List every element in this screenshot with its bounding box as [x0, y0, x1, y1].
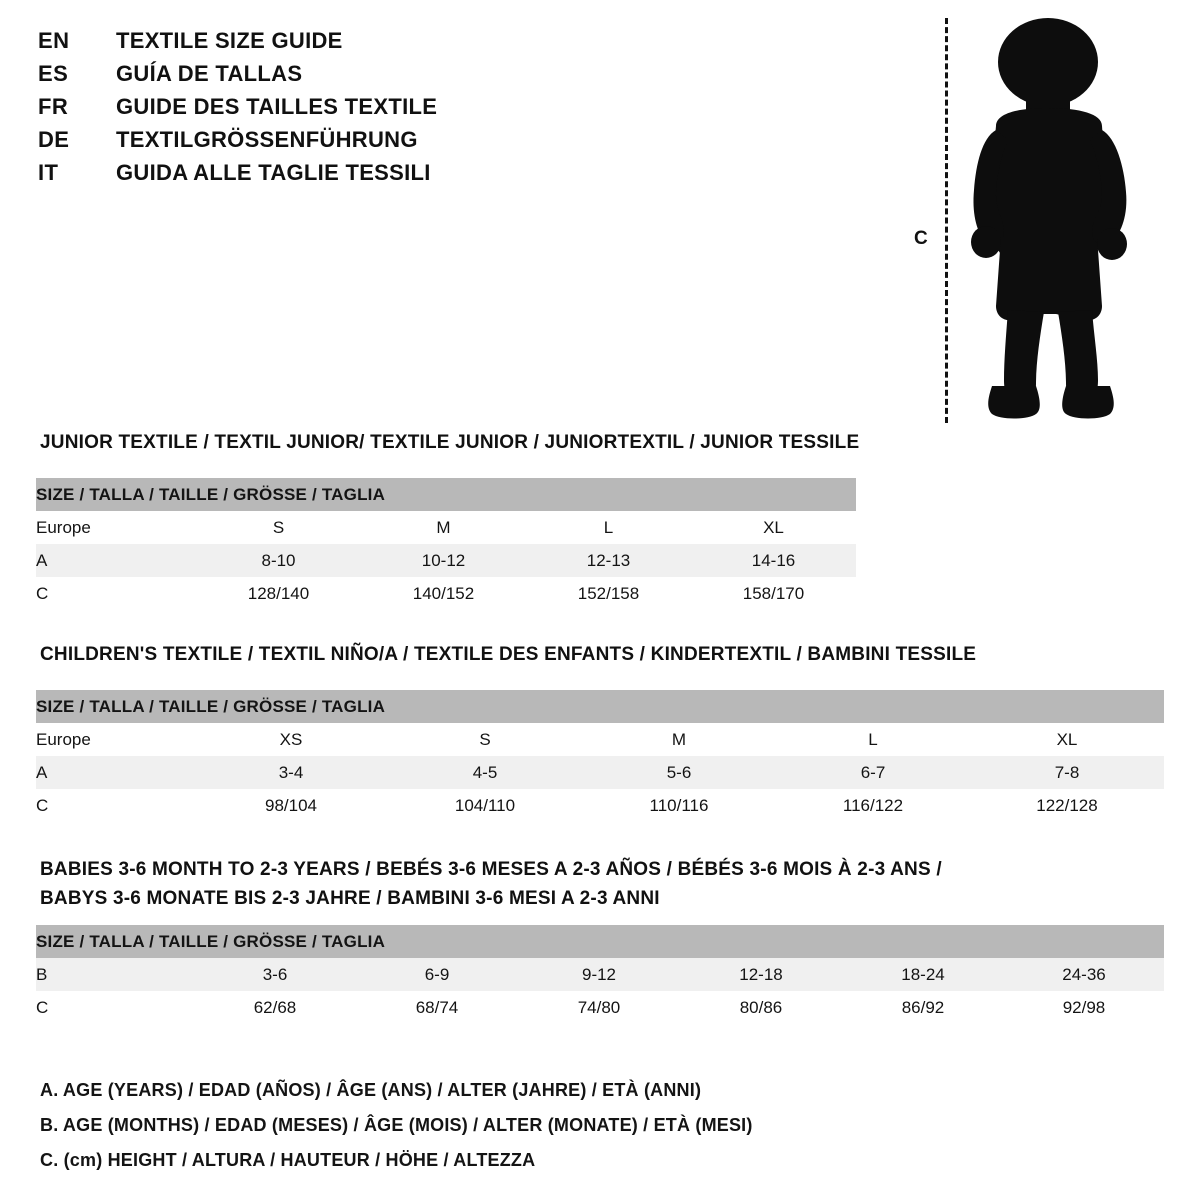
- table-cell: 92/98: [1004, 991, 1164, 1024]
- size-header-cell: L: [526, 511, 691, 544]
- junior-size-table: [36, 478, 856, 610]
- table-cell: 3-4: [194, 756, 388, 789]
- region-label: Europe: [36, 723, 194, 756]
- table-band-row: [36, 478, 856, 511]
- height-measure-label: C: [914, 228, 928, 249]
- section-heading-junior: JUNIOR TEXTILE / TEXTIL JUNIOR/ TEXTILE JUNIOR / JUNIORTEXTIL / JUNIOR TESSILE: [40, 432, 860, 453]
- table-cell: 116/122: [776, 789, 970, 822]
- table-cell: 152/158: [526, 577, 691, 610]
- table-cell: 8-10: [196, 544, 361, 577]
- table-cell: 74/80: [518, 991, 680, 1024]
- language-row: [38, 28, 658, 61]
- size-band-label: SIZE / TALLA / TAILLE / GRÖSSE / TAGLIA: [36, 925, 1164, 958]
- table-cell: 6-9: [356, 958, 518, 991]
- table-cell: 10-12: [361, 544, 526, 577]
- language-title: GUÍA DE TALLAS: [116, 61, 303, 86]
- table-row: [36, 958, 1164, 991]
- row-label: A: [36, 544, 196, 577]
- table-row: [36, 577, 856, 610]
- language-row: [38, 160, 658, 193]
- table-cell: 24-36: [1004, 958, 1164, 991]
- height-dashed-line: [945, 18, 948, 423]
- table-cell: 18-24: [842, 958, 1004, 991]
- table-row: [36, 991, 1164, 1024]
- note-age-years: A. AGE (YEARS) / EDAD (AÑOS) / ÂGE (ANS) / ALTER (JAHRE) / ETÀ (ANNI): [40, 1079, 702, 1100]
- table-cell: 4-5: [388, 756, 582, 789]
- size-header-cell: M: [361, 511, 526, 544]
- language-row: [38, 127, 658, 160]
- size-header-cell: XL: [970, 723, 1164, 756]
- table-cell: 6-7: [776, 756, 970, 789]
- table-cell: 68/74: [356, 991, 518, 1024]
- table-cell: 98/104: [194, 789, 388, 822]
- table-cell: 12-18: [680, 958, 842, 991]
- measurement-figure: [900, 10, 1180, 430]
- table-cell: 122/128: [970, 789, 1164, 822]
- language-title-block: [38, 28, 658, 193]
- size-header-cell: S: [196, 511, 361, 544]
- language-code: ES: [38, 61, 69, 86]
- table-cell: 12-13: [526, 544, 691, 577]
- row-label: C: [36, 577, 196, 610]
- size-header-cell: L: [776, 723, 970, 756]
- child-silhouette-icon: [952, 14, 1152, 424]
- table-cell: 80/86: [680, 991, 842, 1024]
- table-cell: 110/116: [582, 789, 776, 822]
- row-label: A: [36, 756, 194, 789]
- language-code: IT: [38, 160, 59, 185]
- table-band-row: [36, 690, 1164, 723]
- language-row: [38, 94, 658, 127]
- language-code: FR: [38, 94, 69, 119]
- legend-notes: [40, 1073, 1040, 1178]
- table-band-row: [36, 925, 1164, 958]
- table-cell: 14-16: [691, 544, 856, 577]
- size-header-cell: XS: [194, 723, 388, 756]
- row-label: C: [36, 991, 194, 1024]
- language-code: EN: [38, 28, 70, 53]
- language-title: TEXTILE SIZE GUIDE: [116, 28, 343, 53]
- table-cell: 9-12: [518, 958, 680, 991]
- language-row: [38, 61, 658, 94]
- table-cell: 62/68: [194, 991, 356, 1024]
- table-cell: 128/140: [196, 577, 361, 610]
- size-band-label: SIZE / TALLA / TAILLE / GRÖSSE / TAGLIA: [36, 690, 1164, 723]
- size-band-label: SIZE / TALLA / TAILLE / GRÖSSE / TAGLIA: [36, 478, 856, 511]
- row-label: B: [36, 958, 194, 991]
- size-header-cell: XL: [691, 511, 856, 544]
- row-label: C: [36, 789, 194, 822]
- table-cell: 5-6: [582, 756, 776, 789]
- note-height: C. (cm) HEIGHT / ALTURA / HAUTEUR / HÖHE / ALTEZZA: [40, 1149, 536, 1170]
- language-title: GUIDA ALLE TAGLIE TESSILI: [116, 160, 431, 185]
- babies-size-table: [36, 925, 1164, 1024]
- table-row: [36, 544, 856, 577]
- table-cell: 3-6: [194, 958, 356, 991]
- section-heading-children: CHILDREN'S TEXTILE / TEXTIL NIÑO/A / TEXTILE DES ENFANTS / KINDERTEXTIL / BAMBINI TESSILE: [40, 644, 977, 665]
- table-row: [36, 756, 1164, 789]
- note-age-months: B. AGE (MONTHS) / EDAD (MESES) / ÂGE (MOIS) / ALTER (MONATE) / ETÀ (MESI): [40, 1114, 753, 1135]
- size-header-cell: M: [582, 723, 776, 756]
- region-label: Europe: [36, 511, 196, 544]
- table-cell: 86/92: [842, 991, 1004, 1024]
- table-cell: 158/170: [691, 577, 856, 610]
- table-cell: 7-8: [970, 756, 1164, 789]
- children-size-table: [36, 690, 1164, 822]
- language-code: DE: [38, 127, 70, 152]
- table-cell: 140/152: [361, 577, 526, 610]
- table-cell: 104/110: [388, 789, 582, 822]
- language-title: GUIDE DES TAILLES TEXTILE: [116, 94, 438, 119]
- section-heading-babies: BABIES 3-6 MONTH TO 2-3 YEARS / BEBÉS 3-6 MESES A 2-3 AÑOS / BÉBÉS 3-6 MOIS À 2-3 ANS / BABYS 3-6 MONATE BIS 2-3 JAHRE / BAMBINI 3-6 MESI A 2-3 ANNI: [40, 859, 942, 910]
- table-row: [36, 511, 856, 544]
- language-title: TEXTILGRÖSSENFÜHRUNG: [116, 127, 418, 152]
- table-row: [36, 723, 1164, 756]
- table-row: [36, 789, 1164, 822]
- size-header-cell: S: [388, 723, 582, 756]
